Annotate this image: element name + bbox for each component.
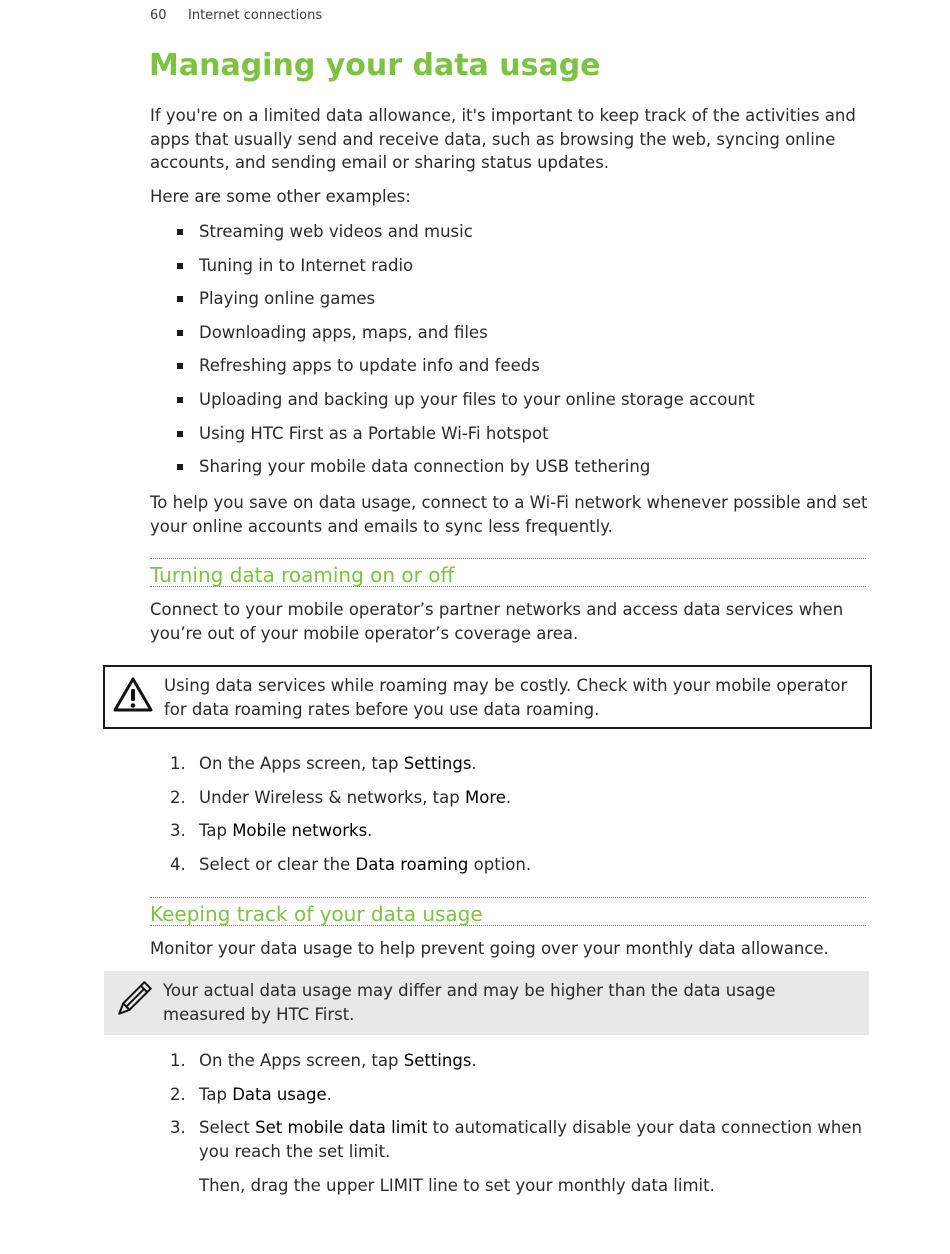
step-text: Tap	[199, 1084, 233, 1104]
page-title: Managing your data usage	[149, 48, 601, 83]
list-item: Playing online games	[150, 287, 755, 321]
step-number: 1.	[170, 754, 186, 773]
warning-text: Using data services while roaming may be costly. Check with your mobile operator for data roaming rates before you use data roaming.	[164, 676, 848, 719]
list-item: Downloading apps, maps, and files	[150, 321, 755, 355]
step-text: Under Wireless & networks, tap	[199, 787, 465, 807]
list-item: Refreshing apps to update info and feeds	[150, 354, 755, 388]
ui-term: Mobile networks	[232, 821, 368, 841]
step-text-end: .	[471, 754, 477, 773]
step-text: Select or clear the	[199, 854, 356, 874]
roaming-steps	[150, 752, 869, 886]
step-text-end: .	[326, 1084, 332, 1104]
note-text: Your actual data usage may differ and may be higher than the data usage measured by HTC First.	[163, 981, 776, 1024]
step-text-end: .	[471, 1051, 477, 1070]
step-item	[150, 1083, 869, 1117]
step-item	[150, 1049, 869, 1083]
step-text-end: .	[367, 821, 373, 841]
save-tip-paragraph: To help you save on data usage, connect to a Wi-Fi network whenever possible and set your online accounts and emails to sync less frequently.	[150, 493, 868, 536]
step-text: Select	[199, 1118, 256, 1138]
step-text-end: .	[505, 787, 512, 807]
list-item: Streaming web videos and music	[150, 220, 755, 254]
ui-term: Data usage	[232, 1084, 327, 1104]
step-number: 3.	[170, 1118, 186, 1138]
list-item: Uploading and backing up your files to your online storage account	[150, 388, 755, 422]
step-item	[150, 786, 869, 820]
roaming-paragraph: Connect to your mobile operator’s partner networks and access data services when you’re out of your mobile operator’s coverage area.	[150, 600, 844, 643]
ui-term: Settings	[403, 1051, 472, 1070]
running-header	[150, 8, 322, 23]
section-heading-tracking	[150, 897, 866, 926]
warning-callout	[103, 665, 872, 729]
intro-paragraph: If you're on a limited data allowance, it's important to keep track of the activities and apps that usually send and receive data, such as browsing the web, syncing online accounts, and sending email or sharing status updates.	[150, 106, 856, 172]
step-item	[150, 752, 869, 786]
examples-list	[150, 220, 755, 489]
tracking-paragraph: Monitor your data usage to help prevent going over your monthly data allowance.	[150, 939, 829, 958]
step-text-end: to automatically disable your data connection when you reach the set limit.	[199, 1118, 862, 1161]
step-text: On the Apps screen, tap	[199, 754, 404, 773]
ui-term: Set mobile data limit	[255, 1118, 428, 1138]
pencil-icon	[112, 981, 152, 1021]
step-number: 4.	[170, 854, 186, 874]
tracking-steps	[150, 1049, 869, 1163]
examples-intro: Here are some other examples:	[150, 187, 411, 206]
ui-term: Settings	[403, 754, 472, 773]
step-text-end: option.	[468, 854, 532, 874]
step-number: 2.	[170, 1084, 186, 1104]
ui-term: Data roaming	[355, 854, 469, 874]
step-item	[150, 1116, 869, 1163]
warning-triangle-icon	[112, 676, 154, 714]
step-text: Tap	[199, 821, 233, 841]
step-number: 1.	[170, 1051, 186, 1070]
list-item: Sharing your mobile data connection by USB tethering	[150, 455, 755, 489]
page-number: 60	[150, 8, 167, 23]
section-title: Turning data roaming on or off	[150, 563, 455, 587]
ui-term: More	[464, 787, 506, 807]
step-number: 3.	[170, 821, 186, 841]
step-text: On the Apps screen, tap	[199, 1051, 404, 1070]
note-callout	[104, 971, 869, 1035]
section-title: Keeping track of your data usage	[150, 902, 483, 926]
chapter-title: Internet connections	[188, 8, 323, 23]
step-number: 2.	[170, 787, 186, 807]
list-item: Using HTC First as a Portable Wi-Fi hotspot	[150, 422, 755, 456]
list-item: Tuning in to Internet radio	[150, 254, 755, 288]
step-item	[150, 819, 869, 853]
step-followup: Then, drag the upper LIMIT line to set your monthly data limit.	[199, 1176, 715, 1195]
step-item	[150, 853, 869, 887]
section-heading-roaming	[150, 558, 866, 587]
